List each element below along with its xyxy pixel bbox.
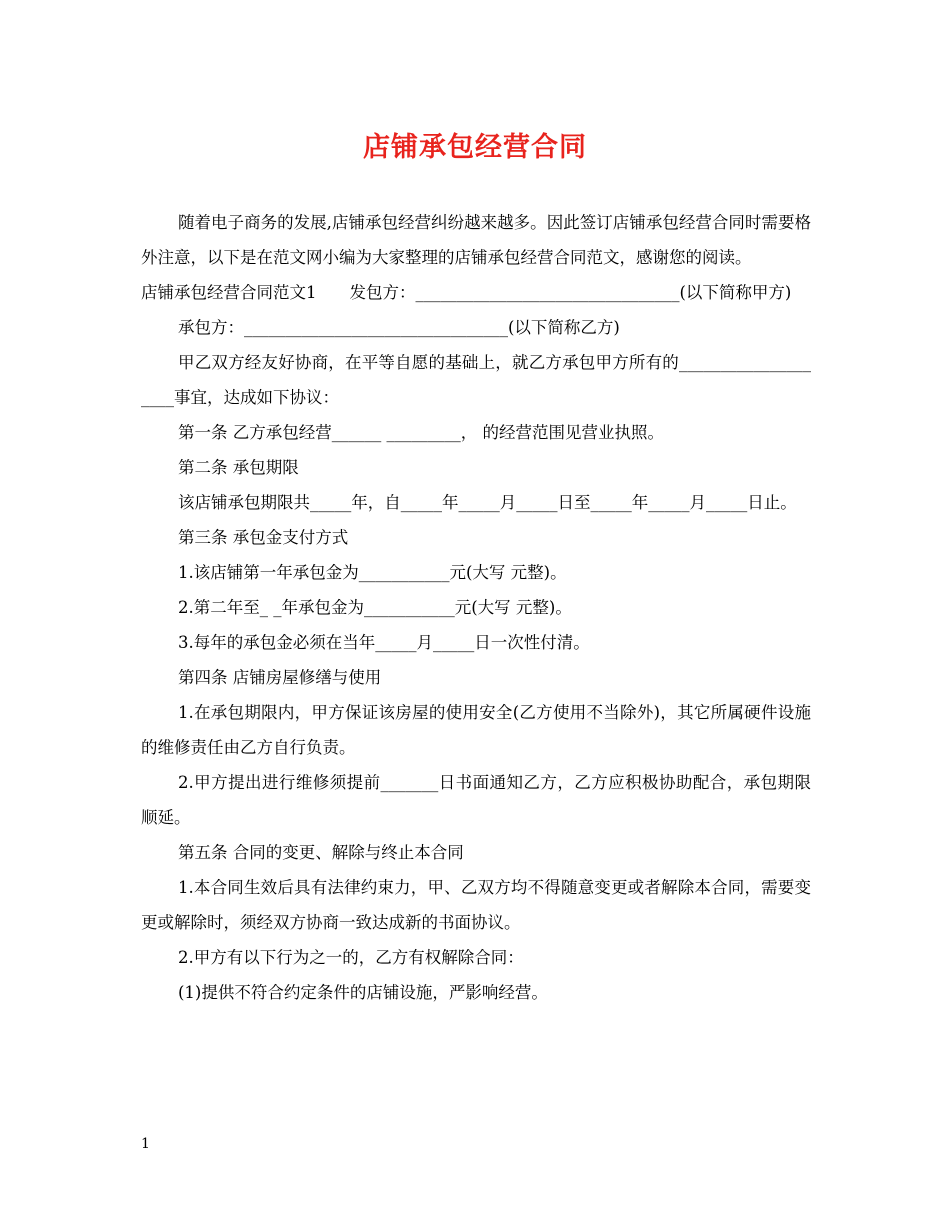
page-number: 1	[141, 1136, 150, 1152]
paragraph: 第五条 合同的变更、解除与终止本合同	[178, 843, 464, 862]
paragraph: 2.第二年至_ _年承包金为___________元(大写 元整)。	[178, 598, 572, 617]
paragraph: 随着电子商务的发展,店铺承包经营纠纷越来越多。因此签订店铺承包经营合同时需要格外注意，以下是在范文网小编为大家整理的店铺承包经营合同范文，感谢您的阅读。	[141, 213, 811, 267]
document-body	[141, 205, 811, 1010]
paragraph: 甲乙双方经友好协商，在平等自愿的基础上，就乙方承包甲方所有的____________________事宜，达成如下协议：	[141, 353, 811, 407]
paragraph: 第三条 承包金支付方式	[178, 528, 349, 547]
paragraph: 该店铺承包期限共_____年，自_____年_____月_____日至_____年_____月_____日止。	[178, 493, 797, 512]
paragraph: 3.每年的承包金必须在当年_____月_____日一次性付清。	[178, 633, 590, 652]
paragraph: (1)提供不符合约定条件的店铺设施，严影响经营。	[178, 983, 548, 1002]
document-title: 店铺承包经营合同	[363, 132, 587, 163]
paragraph: 第一条 乙方承包经营______ _________， 的经营范围见营业执照。	[178, 423, 664, 442]
paragraph: 1.该店铺第一年承包金为___________元(大写 元整)。	[178, 563, 567, 582]
paragraph: 2.甲方提出进行维修须提前_______日书面通知乙方，乙方应积极协助配合，承包期限顺延。	[141, 773, 811, 827]
paragraph: 第四条 店铺房屋修缮与使用	[178, 668, 382, 687]
paragraph: 2.甲方有以下行为之一的，乙方有权解除合同：	[178, 948, 524, 967]
paragraph: 承包方：________________________________(以下简称乙方)	[178, 318, 620, 337]
paragraph: 1.在承包期限内，甲方保证该房屋的使用安全(乙方使用不当除外)，其它所属硬件设施的维修责任由乙方自行负责。	[141, 703, 811, 757]
paragraph: 第二条 承包期限	[178, 458, 299, 477]
paragraph: 店铺承包经营合同范文1 发包方：________________________________(以下简称甲方)	[141, 283, 792, 302]
paragraph: 1.本合同生效后具有法律约束力，甲、乙双方均不得随意变更或者解除本合同，需要变更或解除时，须经双方协商一致达成新的书面协议。	[141, 878, 811, 932]
